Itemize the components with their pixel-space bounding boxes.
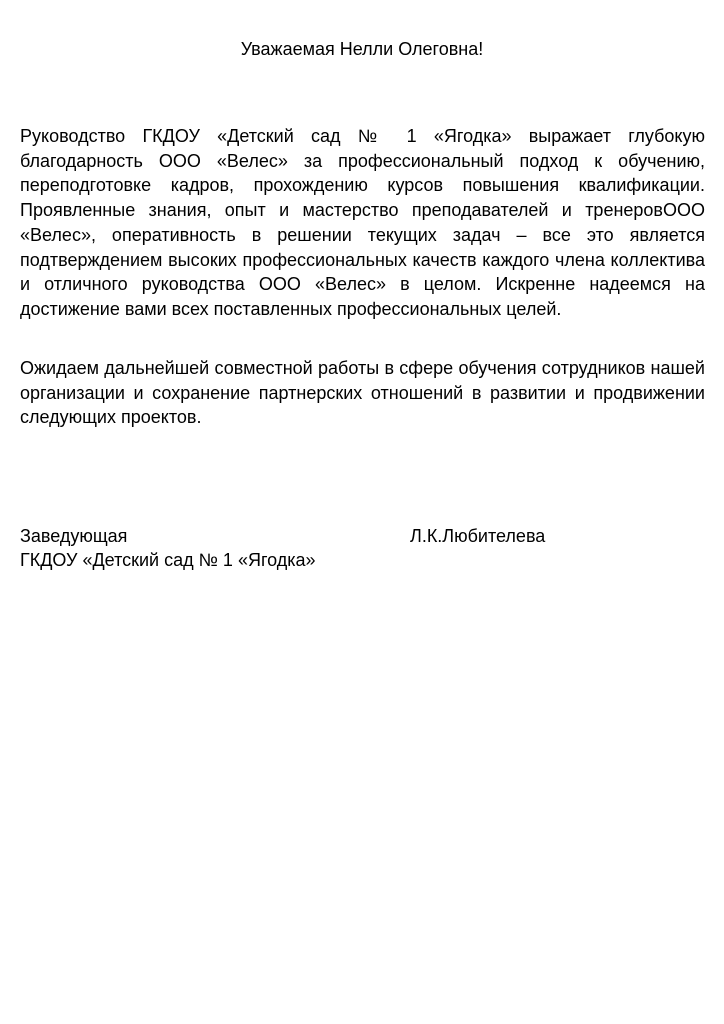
body-paragraph-2: Ожидаем дальнейшей совместной работы в сфере обучения сотрудников нашей организации и сохранение партнерских отношений в развитии и продвижении следующих проектов. <box>20 358 705 428</box>
signature-block <box>20 524 705 572</box>
body-paragraph-1: Руководство ГКДОУ «Детский сад № 1 «Ягодка» выражает глубокую благодарность ООО «Велес» за профессиональный подход к обучению, переподготовке кадров, прохождению курсов повышения квалификации. Проявленные знания, опыт и мастерство преподавателей и тренеровООО «Велес», оперативность в решении текущих задач – все это является подтверждением высоких профессиональных качеств каждого члена коллектива и отличного руководства ООО «Велес» в целом. Искренне надеемся на достижение вами всех поставленных профессиональных целей. <box>20 126 705 319</box>
signer-organization: ГКДОУ «Детский сад № 1 «Ягодка» <box>20 550 316 570</box>
signer-title: Заведующая <box>20 526 128 546</box>
signer-name: Л.К.Любителева <box>410 526 546 546</box>
salutation: Уважаемая Нелли Олеговна! <box>240 39 484 59</box>
signature-row <box>20 524 705 548</box>
